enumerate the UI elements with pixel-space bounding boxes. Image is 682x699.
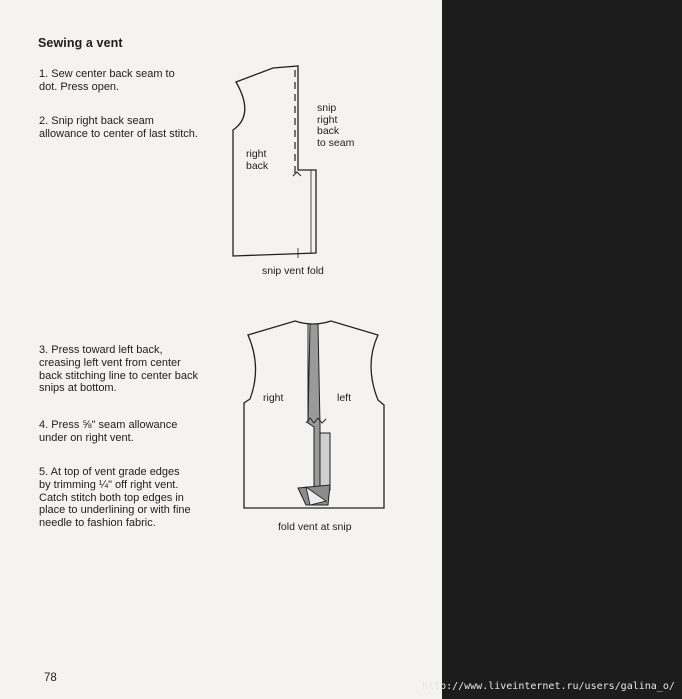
step-4-text: 4. Press ⅝" seam allowance under on right vent.: [39, 419, 178, 444]
caption-snip-vent-fold: snip vent fold: [262, 265, 324, 277]
label-snip-right-back: snip right back to seam: [317, 102, 355, 149]
figure-right-back-snip: [225, 60, 335, 265]
snip-mark: [293, 172, 301, 176]
section-heading: Sewing a vent: [38, 36, 123, 50]
caption-fold-vent-at-snip: fold vent at snip: [278, 521, 352, 533]
vent-right-strip: [320, 433, 330, 490]
step-3-text: 3. Press toward left back, creasing left vent from center back stitching line to center back snips at bottom.: [39, 344, 198, 395]
vent-left-strip: [308, 324, 320, 490]
page-number: 78: [44, 672, 57, 684]
label-right-back: right back: [246, 148, 269, 172]
figure-back-with-vent: [240, 315, 390, 515]
step-2-text: 2. Snip right back seam allowance to center of last stitch.: [39, 115, 198, 140]
watermark-url: http://www.liveinternet.ru/users/galina_o/: [422, 681, 675, 692]
label-right: right: [263, 392, 284, 404]
step-5-text: 5. At top of vent grade edges by trimming ¼" off right vent. Catch stitch both top edges in place to underlining or with fine needle to fashion fabric.: [39, 466, 191, 530]
label-left: left: [337, 392, 352, 404]
step-1-text: 1. Sew center back seam to dot. Press open.: [39, 68, 175, 93]
dark-background: [442, 0, 682, 699]
